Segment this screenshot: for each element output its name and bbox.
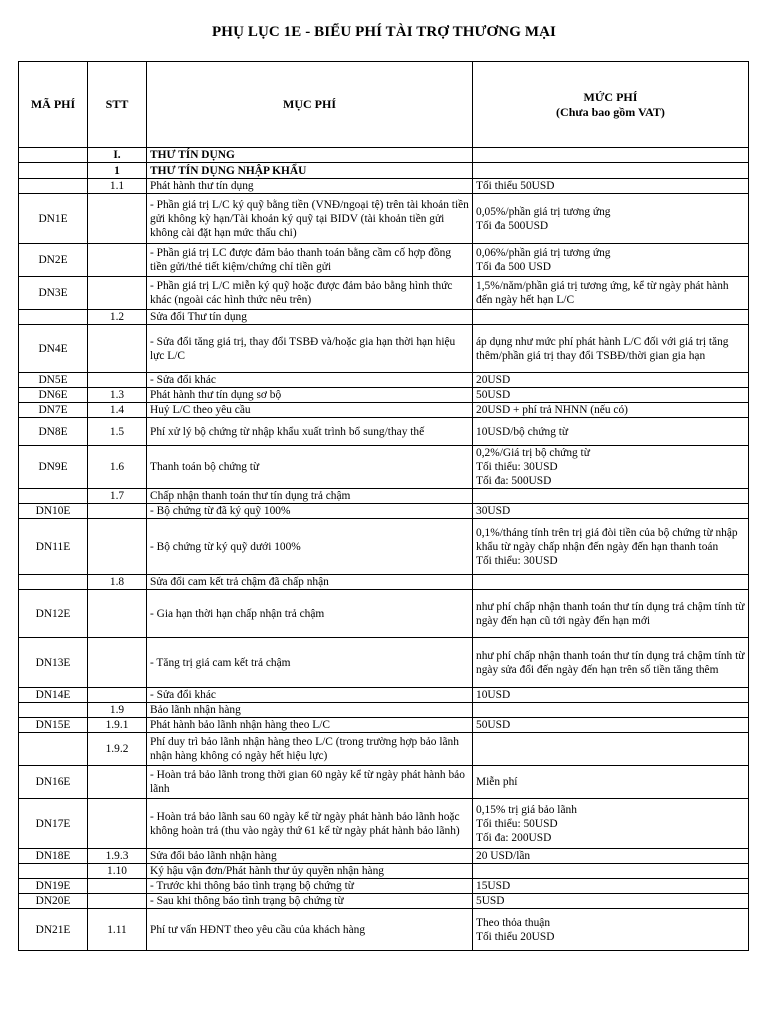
stt-cell: 1.9.3	[88, 849, 147, 864]
table-row	[19, 244, 749, 277]
table-row	[19, 373, 749, 388]
table-row	[19, 163, 749, 179]
table-row	[19, 194, 749, 244]
stt-cell	[88, 799, 147, 849]
table-row	[19, 909, 749, 951]
fee-amount-cell: 0,06%/phần giá trị tương ứng Tối đa 500 USD	[473, 244, 749, 277]
fee-amount-cell	[473, 148, 749, 163]
table-row	[19, 703, 749, 718]
item-cell: Sửa đổi bảo lãnh nhận hàng	[147, 849, 473, 864]
stt-cell	[88, 373, 147, 388]
fee-amount-cell: 1,5%/năm/phần giá trị tương ứng, kể từ ngày phát hành đến ngày hết hạn L/C	[473, 277, 749, 310]
table-row	[19, 388, 749, 403]
table-row	[19, 688, 749, 703]
fee-amount-cell: 0,15% trị giá bảo lãnh Tối thiểu: 50USD Tối đa: 200USD	[473, 799, 749, 849]
fee-amount-cell: 20USD + phí trả NHNN (nếu có)	[473, 403, 749, 418]
table-row	[19, 418, 749, 446]
stt-cell: 1.7	[88, 489, 147, 504]
table-row	[19, 519, 749, 575]
table-row	[19, 325, 749, 373]
fee-code-cell	[19, 864, 88, 879]
stt-cell	[88, 519, 147, 575]
item-cell: Phí xử lý bộ chứng từ nhập khẩu xuất trình bổ sung/thay thế	[147, 418, 473, 446]
header-fee-note: (Chưa bao gồm VAT)	[556, 104, 665, 119]
item-cell: Thanh toán bộ chứng từ	[147, 446, 473, 489]
item-cell: - Bộ chứng từ ký quỹ dưới 100%	[147, 519, 473, 575]
stt-cell	[88, 277, 147, 310]
item-cell: - Sửa đổi tăng giá trị, thay đổi TSBĐ và/hoặc gia hạn thời hạn hiệu lực L/C	[147, 325, 473, 373]
stt-cell: 1	[88, 163, 147, 179]
fee-amount-cell	[473, 575, 749, 590]
stt-cell: 1.9	[88, 703, 147, 718]
item-cell: - Phần giá trị L/C ký quỹ bằng tiền (VNĐ/ngoại tệ) trên tài khoản tiền gửi không kỳ hạn/Tài khoản ký quỹ tại BIDV (tài khoản tiền gửi không cài đặt hạn mức thấu chi)	[147, 194, 473, 244]
item-cell: - Tăng trị giá cam kết trả chậm	[147, 638, 473, 688]
fee-amount-cell	[473, 703, 749, 718]
table-row	[19, 799, 749, 849]
fee-code-cell: DN18E	[19, 849, 88, 864]
fee-amount-cell: như phí chấp nhận thanh toán thư tín dụng trả chậm tính từ ngày đến hạn cũ tới ngày đến hạn mới	[473, 590, 749, 638]
table-row	[19, 864, 749, 879]
item-cell: Bảo lãnh nhận hàng	[147, 703, 473, 718]
stt-cell	[88, 504, 147, 519]
stt-cell: 1.2	[88, 310, 147, 325]
stt-cell: 1.5	[88, 418, 147, 446]
item-cell: - Bộ chứng từ đã ký quỹ 100%	[147, 504, 473, 519]
fee-code-cell: DN4E	[19, 325, 88, 373]
table-row	[19, 718, 749, 733]
fee-amount-cell: 0,2%/Giá trị bộ chứng từ Tối thiểu: 30USD Tối đa: 500USD	[473, 446, 749, 489]
fee-code-cell: DN1E	[19, 194, 88, 244]
fee-amount-cell	[473, 733, 749, 766]
fee-code-cell	[19, 310, 88, 325]
item-cell: Phí tư vấn HĐNT theo yêu cầu của khách hàng	[147, 909, 473, 951]
table-row	[19, 148, 749, 163]
stt-cell: 1.1	[88, 179, 147, 194]
item-cell: - Phần giá trị L/C miễn ký quỹ hoặc được đảm bảo bằng hình thức khác (ngoài các hình thức nêu trên)	[147, 277, 473, 310]
stt-cell	[88, 894, 147, 909]
fee-code-cell: DN15E	[19, 718, 88, 733]
fee-amount-cell: 0,1%/tháng tính trên trị giá đòi tiền của bộ chứng từ nhập khẩu từ ngày chấp nhận đến ngày đến hạn thanh toán Tối thiểu: 30USD	[473, 519, 749, 575]
stt-cell: I.	[88, 148, 147, 163]
table-row	[19, 277, 749, 310]
table-row	[19, 179, 749, 194]
fee-code-cell: DN8E	[19, 418, 88, 446]
fee-amount-cell: 10USD	[473, 688, 749, 703]
fee-code-cell: DN20E	[19, 894, 88, 909]
fee-amount-cell: Miễn phí	[473, 766, 749, 799]
table-row	[19, 403, 749, 418]
stt-cell: 1.6	[88, 446, 147, 489]
fee-code-cell: DN9E	[19, 446, 88, 489]
stt-cell	[88, 194, 147, 244]
table-row	[19, 894, 749, 909]
item-cell: - Hoàn trả bảo lãnh trong thời gian 60 ngày kể từ ngày phát hành bảo lãnh	[147, 766, 473, 799]
fee-amount-cell: 50USD	[473, 718, 749, 733]
fee-table-body	[19, 148, 749, 951]
fee-amount-cell: Theo thỏa thuận Tối thiểu 20USD	[473, 909, 749, 951]
fee-code-cell: DN7E	[19, 403, 88, 418]
fee-amount-cell: 30USD	[473, 504, 749, 519]
fee-code-cell: DN12E	[19, 590, 88, 638]
fee-code-cell: DN2E	[19, 244, 88, 277]
fee-code-cell	[19, 575, 88, 590]
fee-code-cell: DN17E	[19, 799, 88, 849]
stt-cell	[88, 590, 147, 638]
stt-cell	[88, 766, 147, 799]
stt-cell: 1.10	[88, 864, 147, 879]
stt-cell	[88, 879, 147, 894]
fee-amount-cell	[473, 310, 749, 325]
item-cell: - Sửa đổi khác	[147, 688, 473, 703]
item-cell: - Hoàn trả bảo lãnh sau 60 ngày kể từ ngày phát hành bảo lãnh hoặc không hoàn trả (thu vào ngày thứ 61 kể từ ngày phát hành bảo lãnh)	[147, 799, 473, 849]
fee-code-cell	[19, 489, 88, 504]
table-header-row	[19, 62, 749, 148]
table-row	[19, 638, 749, 688]
fee-code-cell: DN21E	[19, 909, 88, 951]
item-cell: Sửa đổi cam kết trả chậm đã chấp nhận	[147, 575, 473, 590]
fee-amount-cell: Tối thiểu 50USD	[473, 179, 749, 194]
item-cell: Phát hành thư tín dụng sơ bộ	[147, 388, 473, 403]
fee-amount-cell	[473, 489, 749, 504]
table-row	[19, 733, 749, 766]
fee-amount-cell	[473, 864, 749, 879]
item-cell: - Sau khi thông báo tình trạng bộ chứng từ	[147, 894, 473, 909]
fee-code-cell: DN13E	[19, 638, 88, 688]
item-cell: - Gia hạn thời hạn chấp nhận trả chậm	[147, 590, 473, 638]
fee-table	[18, 61, 749, 951]
stt-cell: 1.3	[88, 388, 147, 403]
stt-cell	[88, 244, 147, 277]
fee-code-cell: DN3E	[19, 277, 88, 310]
page-title: PHỤ LỤC 1E - BIỂU PHÍ TÀI TRỢ THƯƠNG MẠI	[212, 24, 556, 40]
fee-code-cell	[19, 179, 88, 194]
fee-code-cell	[19, 733, 88, 766]
fee-code-cell	[19, 163, 88, 179]
item-cell: Chấp nhận thanh toán thư tín dụng trả chậm	[147, 489, 473, 504]
table-row	[19, 849, 749, 864]
fee-amount-cell: 50USD	[473, 388, 749, 403]
fee-amount-cell: 10USD/bộ chứng từ	[473, 418, 749, 446]
fee-code-cell: DN16E	[19, 766, 88, 799]
fee-code-cell: DN19E	[19, 879, 88, 894]
item-cell: THƯ TÍN DỤNG NHẬP KHẨU	[147, 163, 473, 179]
header-stt: STT	[88, 62, 147, 148]
fee-amount-cell: 0,05%/phần giá trị tương ứng Tối đa 500USD	[473, 194, 749, 244]
stt-cell: 1.8	[88, 575, 147, 590]
stt-cell	[88, 325, 147, 373]
item-cell: THƯ TÍN DỤNG	[147, 148, 473, 163]
fee-amount-cell	[473, 163, 749, 179]
table-row	[19, 504, 749, 519]
item-cell: Phát hành bảo lãnh nhận hàng theo L/C	[147, 718, 473, 733]
item-cell: Phát hành thư tín dụng	[147, 179, 473, 194]
stt-cell: 1.9.1	[88, 718, 147, 733]
header-code: MÃ PHÍ	[19, 62, 88, 148]
stt-cell: 1.9.2	[88, 733, 147, 766]
fee-code-cell	[19, 703, 88, 718]
table-row	[19, 489, 749, 504]
fee-amount-cell: áp dụng như mức phí phát hành L/C đối với giá trị tăng thêm/phần giá trị thay đổi TSBĐ/thời gian gia hạn	[473, 325, 749, 373]
fee-amount-cell: 5USD	[473, 894, 749, 909]
header-fee	[473, 62, 749, 148]
fee-code-cell: DN11E	[19, 519, 88, 575]
item-cell: Ký hậu vận đơn/Phát hành thư ủy quyền nhận hàng	[147, 864, 473, 879]
table-row	[19, 575, 749, 590]
table-row	[19, 310, 749, 325]
fee-amount-cell: như phí chấp nhận thanh toán thư tín dụng trả chậm tính từ ngày sửa đổi đến ngày đến hạn trên số tiền tăng thêm	[473, 638, 749, 688]
fee-amount-cell: 20USD	[473, 373, 749, 388]
table-row	[19, 446, 749, 489]
fee-amount-cell: 15USD	[473, 879, 749, 894]
item-cell: Sửa đổi Thư tín dụng	[147, 310, 473, 325]
fee-code-cell: DN14E	[19, 688, 88, 703]
stt-cell	[88, 688, 147, 703]
item-cell: - Sửa đổi khác	[147, 373, 473, 388]
fee-code-cell: DN6E	[19, 388, 88, 403]
stt-cell	[88, 638, 147, 688]
fee-code-cell	[19, 148, 88, 163]
header-item: MỤC PHÍ	[147, 62, 473, 148]
fee-code-cell: DN10E	[19, 504, 88, 519]
item-cell: Phí duy trì bảo lãnh nhận hàng theo L/C (trong trường hợp bảo lãnh nhận hàng không có ngày hết hiệu lực)	[147, 733, 473, 766]
header-fee-label: MỨC PHÍ	[583, 89, 638, 104]
table-row	[19, 879, 749, 894]
item-cell: - Phần giá trị LC được đảm bảo thanh toán bằng cầm cố hợp đồng tiền gửi/thẻ tiết kiệm/chứng chỉ tiền gửi	[147, 244, 473, 277]
table-row	[19, 590, 749, 638]
fee-code-cell: DN5E	[19, 373, 88, 388]
item-cell: - Trước khi thông báo tình trạng bộ chứng từ	[147, 879, 473, 894]
stt-cell: 1.4	[88, 403, 147, 418]
fee-amount-cell: 20 USD/lần	[473, 849, 749, 864]
item-cell: Huỷ L/C theo yêu cầu	[147, 403, 473, 418]
stt-cell: 1.11	[88, 909, 147, 951]
table-row	[19, 766, 749, 799]
